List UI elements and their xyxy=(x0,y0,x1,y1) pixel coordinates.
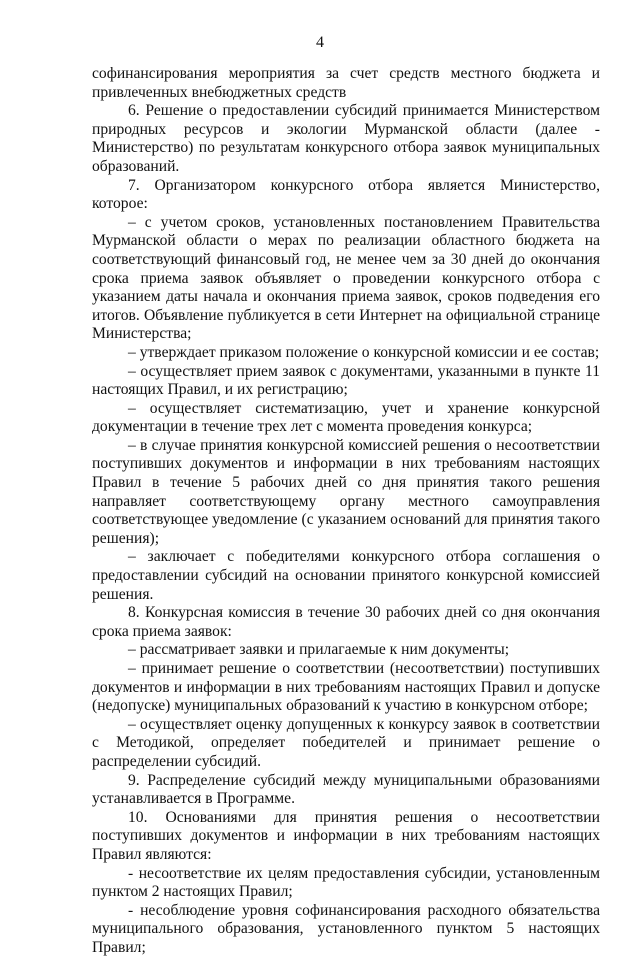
paragraph-8: 8. Конкурсная комиссия в течение 30 рабочих дней со дня окончания срока приема заявок: xyxy=(92,604,600,640)
paragraph-10: 10. Основаниями для принятия решения о несоответствии поступивших документов и информации в них требованиям настоящих Правил являются: xyxy=(92,808,600,863)
list-item: – осуществляет оценку допущенных к конкурсу заявок в соответствии с Методикой, определяет победителей и принимает решение о распределении субсидий. xyxy=(92,715,600,770)
list-item: - несоответствие их целям предоставления субсидии, установленным пунктом 2 настоящих Правил; xyxy=(92,864,600,901)
paragraph-6: 6. Решение о предоставлении субсидий принимается Министерством природных ресурсов и экологии Мурманской области (далее - Министерство) по результатам конкурсного отбора заявок муниципальных образований. xyxy=(92,102,600,175)
paragraph-continuation: софинансирования мероприятия за счет средств местного бюджета и привлеченных внебюджетных средств xyxy=(92,65,600,101)
paragraph-9: 9. Распределение субсидий между муниципальными образованиями устанавливается в Программе. xyxy=(92,771,600,808)
list-item: – утверждает приказом положение о конкурсной комиссии и ее состав; xyxy=(128,343,600,361)
list-item: – в случае принятия конкурсной комиссией решения о несоответствии поступивших документов и информации в них требованиям настоящих Правил в течение 5 рабочих дней со дня принятия такого решения направляет соответствующему органу местного самоуправления соответствующее уведомление (с указанием оснований для принятия такого решения); xyxy=(92,436,600,547)
list-item: – принимает решение о соответствии (несоответствии) поступивших документов и информации в них требованиям настоящих Правил и допуске (недопуске) муниципальных образований к участию в конкурсном отборе; xyxy=(92,660,600,715)
list-item: – заключает с победителями конкурсного отбора соглашения о предоставлении субсидий на основании принятого конкурсной комиссией решения. xyxy=(92,548,600,603)
list-item: – с учетом сроков, установленных постановлением Правительства Мурманской области о мерах по реализации областного бюджета на соответствующий финансовый год, не менее чем за 30 дней до окончания срока приема заявок объявляет о проведении конкурсного отбора с указанием даты начала и окончания приема заявок, сроков подведения его итогов. Объявление публикуется в сети Интернет на официальной странице Министерства; xyxy=(92,213,600,343)
list-item: - несоблюдение уровня софинансирования расходного обязательства муниципального образования, установленного пунктом 5 настоящих Правил; xyxy=(92,901,600,956)
paragraph-7: 7. Организатором конкурсного отбора является Министерство, которое: xyxy=(92,176,600,213)
list-item: – осуществляет прием заявок с документами, указанными в пункте 11 настоящих Правил, и их регистрацию; xyxy=(92,362,600,399)
page-number: 4 xyxy=(316,34,324,51)
list-item: – осуществляет систематизацию, учет и хранение конкурсной документации в течение трех лет с момента проведения конкурса; xyxy=(92,399,600,436)
list-item: – рассматривает заявки и прилагаемые к ним документы; xyxy=(128,641,510,659)
document-body xyxy=(92,65,600,958)
